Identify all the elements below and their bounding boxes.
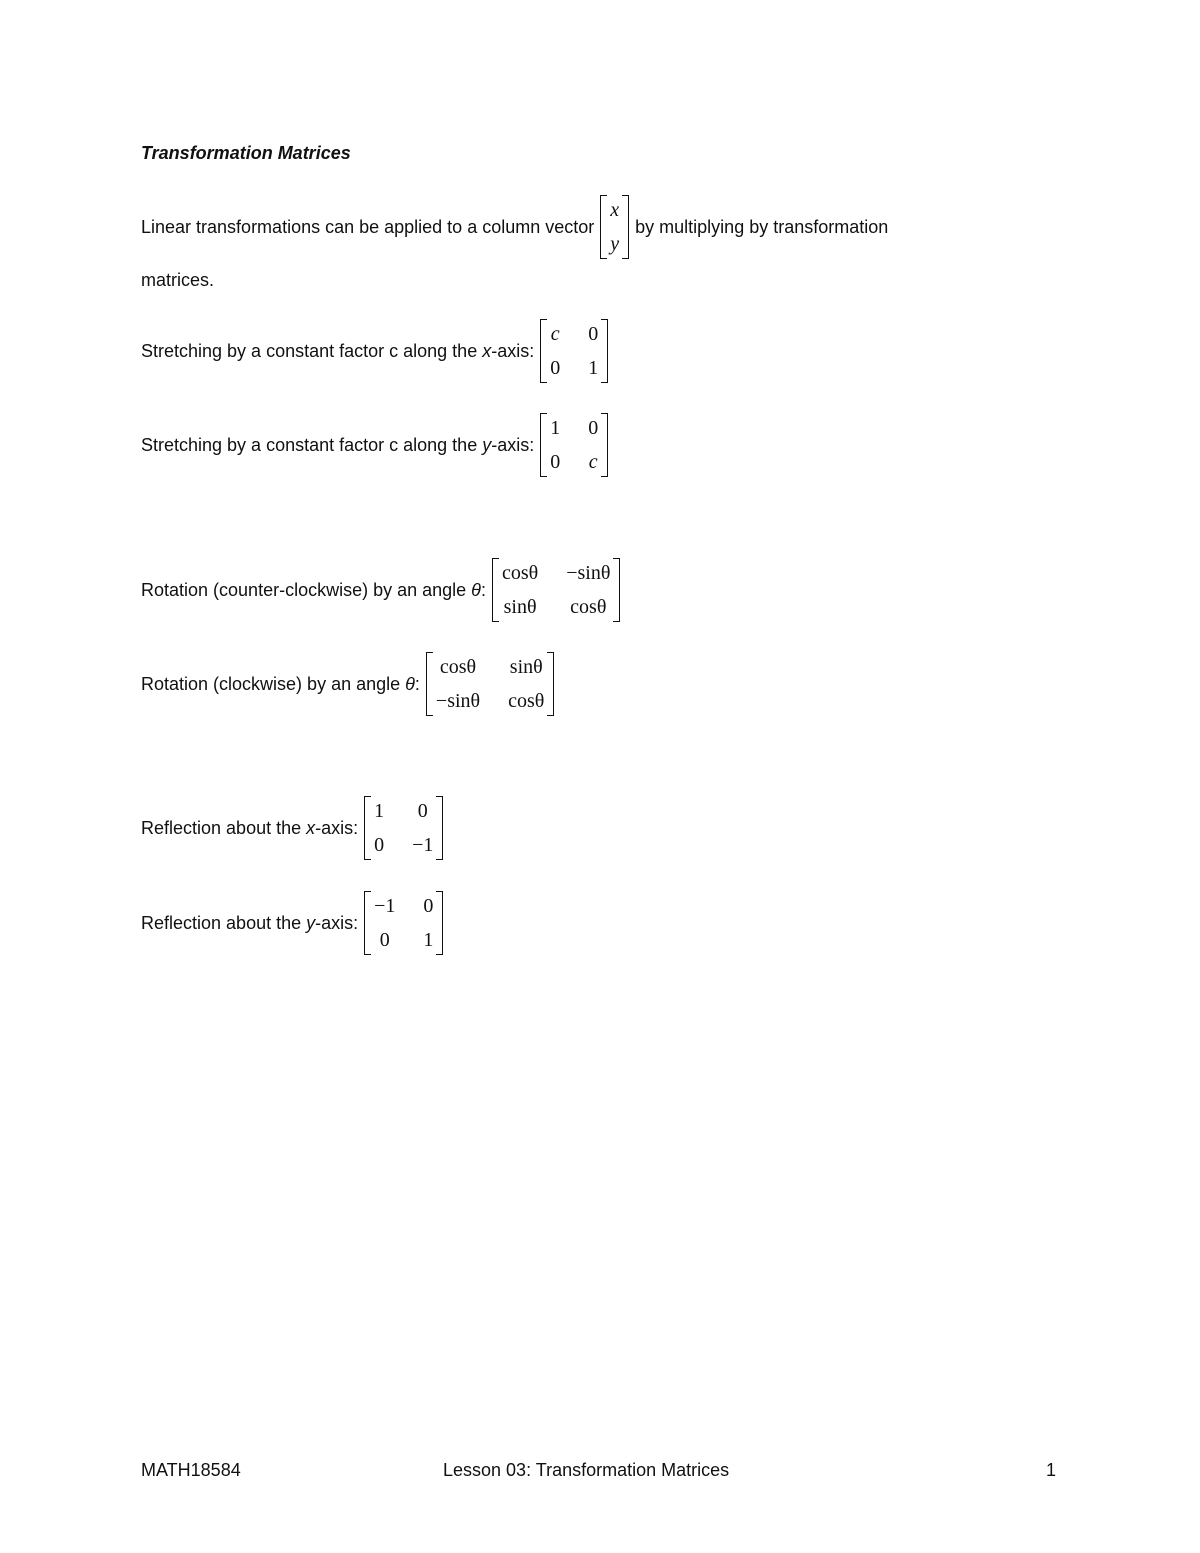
matrix-entry: 0 xyxy=(550,451,561,473)
matrix-entry: 0 xyxy=(588,323,599,345)
vector-entry: y xyxy=(610,233,620,255)
footer-course: MATH18584 xyxy=(141,1460,241,1480)
column-vector xyxy=(600,195,629,259)
matrix-entry: 1 xyxy=(423,929,434,951)
item-label: Stretching by a constant factor c along the y-axis: xyxy=(141,434,535,455)
intro-text-before: Linear transformations can be applied to a column vector xyxy=(141,216,595,237)
matrix-entry: 0 xyxy=(379,929,390,951)
matrix-entry: −sinθ xyxy=(435,690,481,712)
item-label: Reflection about the y-axis: xyxy=(141,912,359,933)
page-title: Transformation Matrices xyxy=(141,143,351,163)
stretch-y-item xyxy=(141,413,614,477)
matrix-entry: 0 xyxy=(550,357,561,379)
rotation-cw-item xyxy=(141,652,560,716)
intro-line xyxy=(141,195,888,259)
matrix-entry: −sinθ xyxy=(566,562,611,584)
reflection-x-matrix xyxy=(364,796,443,860)
matrix-entry: 0 xyxy=(417,800,428,822)
stretch-y-matrix xyxy=(540,413,608,477)
stretch-x-matrix xyxy=(540,319,608,383)
matrix-entry: c xyxy=(550,323,560,345)
matrix-entry: cosθ xyxy=(508,690,545,712)
reflection-y-matrix xyxy=(364,891,443,955)
intro-continuation: matrices. xyxy=(141,270,215,290)
matrix-entry: 0 xyxy=(423,895,434,917)
matrix-entry: cosθ xyxy=(570,596,607,618)
rotation-ccw-matrix xyxy=(492,558,620,622)
matrix-entry: −1 xyxy=(412,834,434,856)
intro-continuation-line xyxy=(141,270,214,291)
matrix-entry: cosθ xyxy=(501,562,539,584)
intro-text-after: by multiplying by transformation xyxy=(635,216,889,237)
matrix-entry: 1 xyxy=(550,417,561,439)
vector-entry: x xyxy=(610,199,620,221)
rotation-cw-matrix xyxy=(426,652,554,716)
matrix-entry: sinθ xyxy=(503,596,537,618)
item-label: Stretching by a constant factor c along the x-axis: xyxy=(141,340,535,361)
matrix-entry: 1 xyxy=(374,800,385,822)
matrix-entry: c xyxy=(588,451,598,473)
reflection-x-item xyxy=(141,796,449,860)
matrix-entry: 0 xyxy=(374,834,385,856)
item-label: Rotation (clockwise) by an angle θ: xyxy=(141,673,420,694)
reflection-y-item xyxy=(141,891,449,955)
item-label: Reflection about the x-axis: xyxy=(141,817,359,838)
matrix-entry: 1 xyxy=(588,357,599,379)
matrix-entry: 0 xyxy=(588,417,599,439)
footer-page-number: 1 xyxy=(1046,1460,1057,1480)
matrix-entry: −1 xyxy=(374,895,396,917)
footer-lesson: Lesson 03: Transformation Matrices xyxy=(443,1460,730,1480)
item-label: Rotation (counter-clockwise) by an angle θ: xyxy=(141,579,486,600)
stretch-x-item xyxy=(141,319,614,383)
matrix-entry: sinθ xyxy=(509,656,543,678)
matrix-entry: cosθ xyxy=(439,656,477,678)
rotation-ccw-item xyxy=(141,558,626,622)
